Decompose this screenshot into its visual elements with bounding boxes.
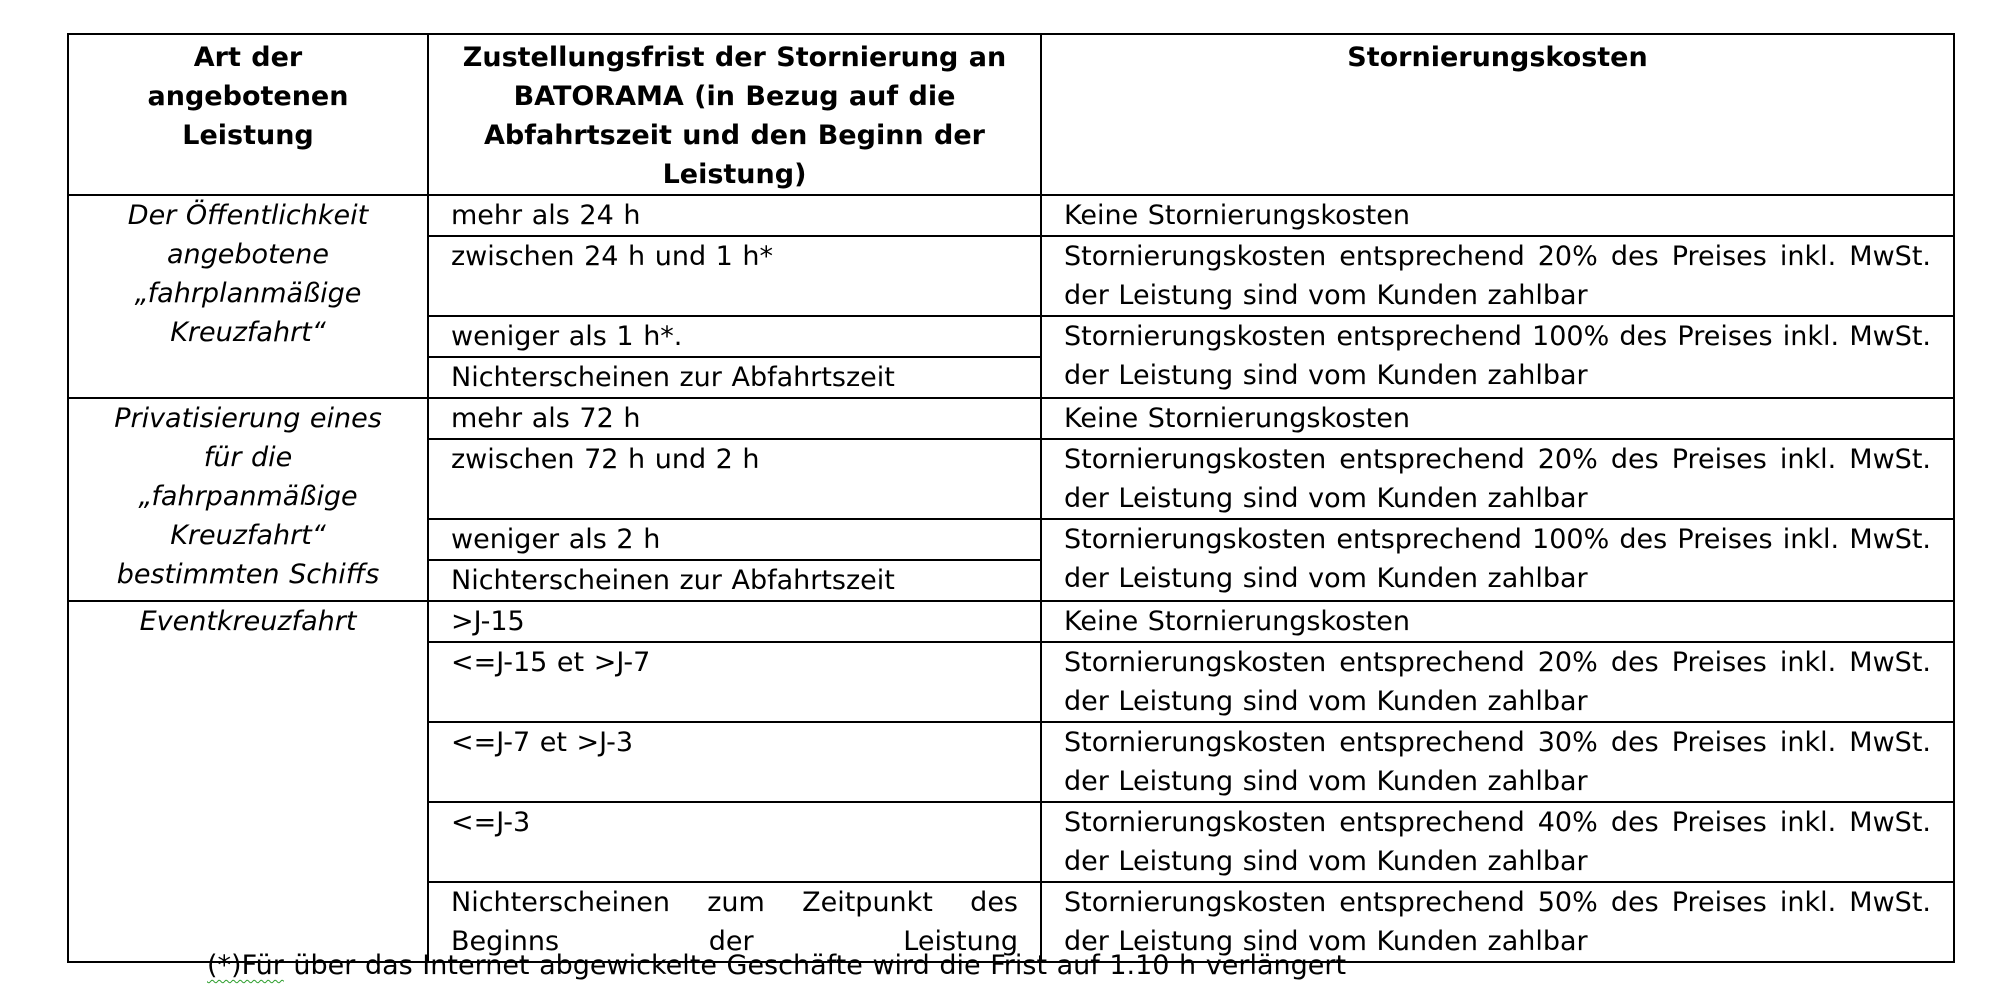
footnote-text: über das Internet abgewickelte Geschäfte wird die Frist auf 1.10 h verlängert <box>283 950 1347 981</box>
footnote <box>207 946 1346 986</box>
header-service-type: Art der angebotenen Leistung <box>68 34 428 195</box>
table-row <box>68 195 1954 236</box>
cost-cell: Stornierungskosten entsprechend 100% des Preises inkl. MwSt. der Leistung sind vom Kunden zahlbar <box>1041 519 1954 601</box>
category-cell: Der Öffentlichkeit angebotene „fahrplanmäßige Kreuzfahrt“ <box>68 195 428 398</box>
deadline-cell: <=J-3 <box>428 802 1041 882</box>
cost-cell: Stornierungskosten entsprechend 40% des Preises inkl. MwSt. der Leistung sind vom Kunden zahlbar <box>1041 802 1954 882</box>
header-cancellation-deadline: Zustellungsfrist der Stornierung an BATORAMA (in Bezug auf die Abfahrtszeit und den Beginn der Leistung) <box>428 34 1041 195</box>
cost-cell: Keine Stornierungskosten <box>1041 601 1954 642</box>
cost-cell: Stornierungskosten entsprechend 20% des Preises inkl. MwSt. der Leistung sind vom Kunden zahlbar <box>1041 439 1954 519</box>
cost-cell: Keine Stornierungskosten <box>1041 195 1954 236</box>
cost-cell: Stornierungskosten entsprechend 20% des Preises inkl. MwSt. der Leistung sind vom Kunden zahlbar <box>1041 236 1954 316</box>
deadline-cell: <=J-7 et >J-3 <box>428 722 1041 802</box>
table-row <box>68 398 1954 439</box>
category-cell: Eventkreuzfahrt <box>68 601 428 962</box>
deadline-cell: weniger als 1 h*. <box>428 316 1041 357</box>
deadline-cell: <=J-15 et >J-7 <box>428 642 1041 722</box>
category-cell: Privatisierung eines für die „fahrpanmäßige Kreuzfahrt“ bestimmten Schiffs <box>68 398 428 601</box>
table-header-row <box>68 34 1954 195</box>
deadline-cell: mehr als 24 h <box>428 195 1041 236</box>
header-cancellation-costs: Stornierungskosten <box>1041 34 1954 195</box>
document-page <box>67 33 1953 963</box>
cost-cell: Stornierungskosten entsprechend 20% des Preises inkl. MwSt. der Leistung sind vom Kunden zahlbar <box>1041 642 1954 722</box>
deadline-cell: mehr als 72 h <box>428 398 1041 439</box>
deadline-cell: Nichterscheinen zur Abfahrtszeit <box>428 560 1041 601</box>
deadline-cell: zwischen 24 h und 1 h* <box>428 236 1041 316</box>
deadline-cell: weniger als 2 h <box>428 519 1041 560</box>
cost-cell: Stornierungskosten entsprechend 30% des Preises inkl. MwSt. der Leistung sind vom Kunden zahlbar <box>1041 722 1954 802</box>
cost-cell: Stornierungskosten entsprechend 100% des Preises inkl. MwSt. der Leistung sind vom Kunden zahlbar <box>1041 316 1954 398</box>
deadline-cell: Nichterscheinen zur Abfahrtszeit <box>428 357 1041 398</box>
deadline-cell: >J-15 <box>428 601 1041 642</box>
cost-cell: Keine Stornierungskosten <box>1041 398 1954 439</box>
table-row <box>68 601 1954 642</box>
cost-cell: Stornierungskosten entsprechend 50% des Preises inkl. MwSt. der Leistung sind vom Kunden zahlbar <box>1041 882 1954 962</box>
deadline-cell: zwischen 72 h und 2 h <box>428 439 1041 519</box>
footnote-marker: (*)Für <box>207 950 284 981</box>
cancellation-table <box>67 33 1955 963</box>
deadline-cell: Nichterscheinen zum Zeitpunkt des Beginns der Leistung <box>428 882 1041 962</box>
